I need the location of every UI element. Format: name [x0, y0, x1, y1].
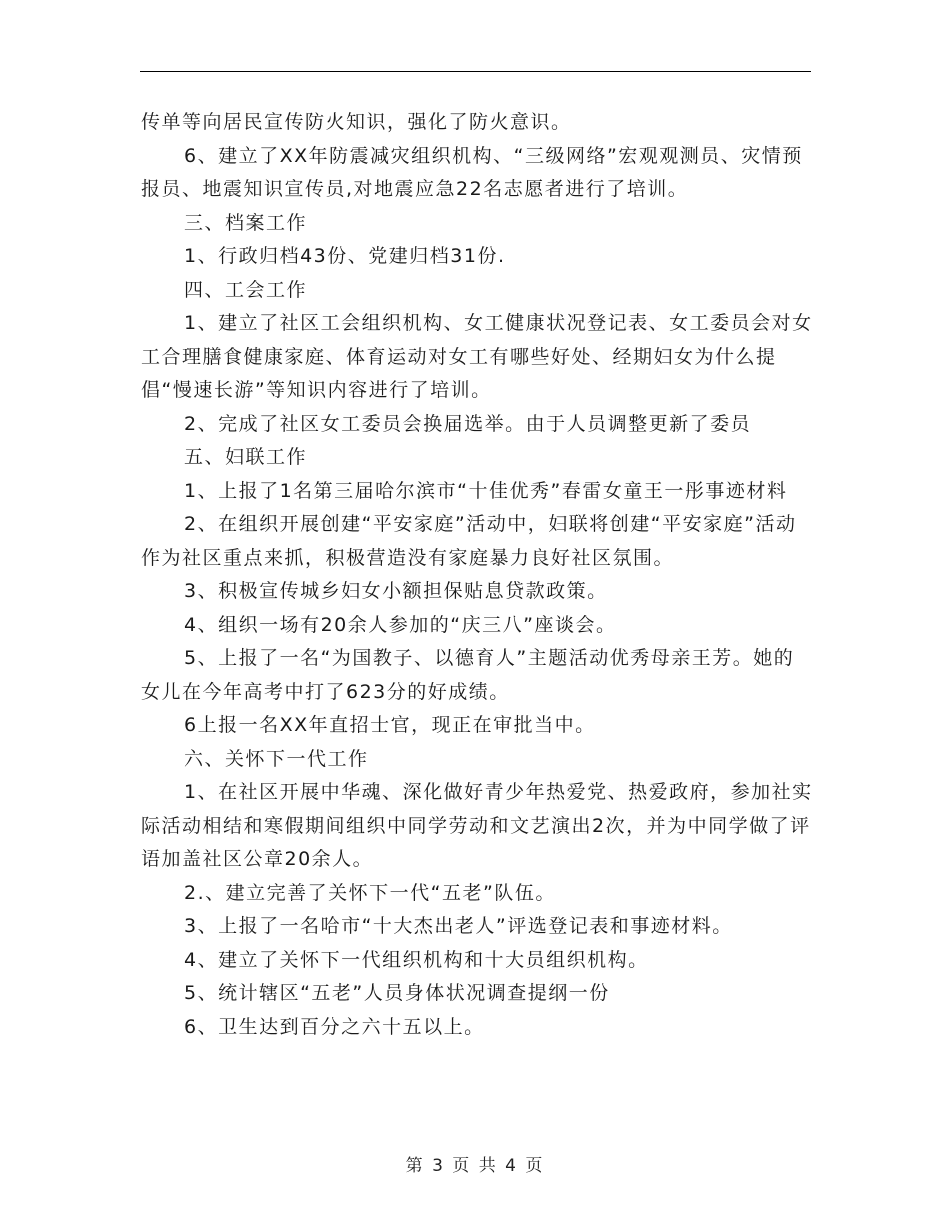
section-heading: 六、关怀下一代工作: [184, 747, 369, 770]
paragraph: 6、建立了XX年防震减灾组织机构、“三级网络”宏观观测员、灾情预报员、地震知识宣传员,对地震应急22名志愿者进行了培训。: [141, 144, 803, 200]
paragraph: 1、上报了1名第三届哈尔滨市“十佳优秀”春雷女童王一彤事迹材料: [184, 479, 788, 502]
section-heading: 三、档案工作: [184, 211, 308, 234]
paragraph: 2、在组织开展创建“平安家庭”活动中，妇联将创建“平安家庭”活动作为社区重点来抓，积极营造没有家庭暴力良好社区氛围。: [141, 513, 797, 569]
paragraph: 1、建立了社区工会组织机构、女工健康状况登记表、女工委员会对女工合理膳食健康家庭、体育运动对女工有哪些好处、经期妇女为什么提倡“慢速长游”等知识内容进行了培训。: [141, 312, 813, 401]
paragraph: 1、行政归档43份、党建归档31份.: [184, 245, 506, 267]
paragraph: 1、在社区开展中华魂、深化做好青少年热爱党、热爱政府，参加社实际活动相结和寒假期间组织中同学劳动和文艺演出2次，并为中同学做了评语加盖社区公章20余人。: [141, 781, 813, 870]
paragraph: 4、建立了关怀下一代组织机构和十大员组织机构。: [184, 948, 649, 971]
paragraph-continuation: 传单等向居民宣传防火知识，强化了防火意识。: [141, 111, 572, 133]
paragraph: 3、积极宣传城乡妇女小额担保贴息贷款政策。: [184, 580, 608, 602]
header-rule: [140, 71, 811, 72]
paragraph: 5、上报了一名“为国教子、以德育人”主题活动优秀母亲王芳。她的女儿在今年高考中打了623分的好成绩。: [141, 647, 795, 703]
paragraph: 2、完成了社区女工委员会换届选举。由于人员调整更新了委员: [184, 412, 752, 435]
page-footer: 第 3 页 共 4 页: [405, 1156, 545, 1176]
document-body: [141, 106, 813, 1044]
paragraph: 5、统计辖区“五老”人员身体状况调查提纲一份: [184, 982, 610, 1004]
paragraph: 2.、建立完善了关怀下一代“五老”队伍。: [184, 881, 556, 904]
section-heading: 四、工会工作: [184, 278, 308, 301]
paragraph: 3、上报了一名哈市“十大杰出老人”评选登记表和事迹材料。: [184, 915, 733, 937]
paragraph: 4、组织一场有20余人参加的“庆三八”座谈会。: [184, 613, 617, 636]
paragraph: 6上报一名XX年直招士官，现正在审批当中。: [184, 714, 596, 736]
paragraph: 6、卫生达到百分之六十五以上。: [184, 1015, 485, 1038]
section-heading: 五、妇联工作: [184, 446, 308, 468]
